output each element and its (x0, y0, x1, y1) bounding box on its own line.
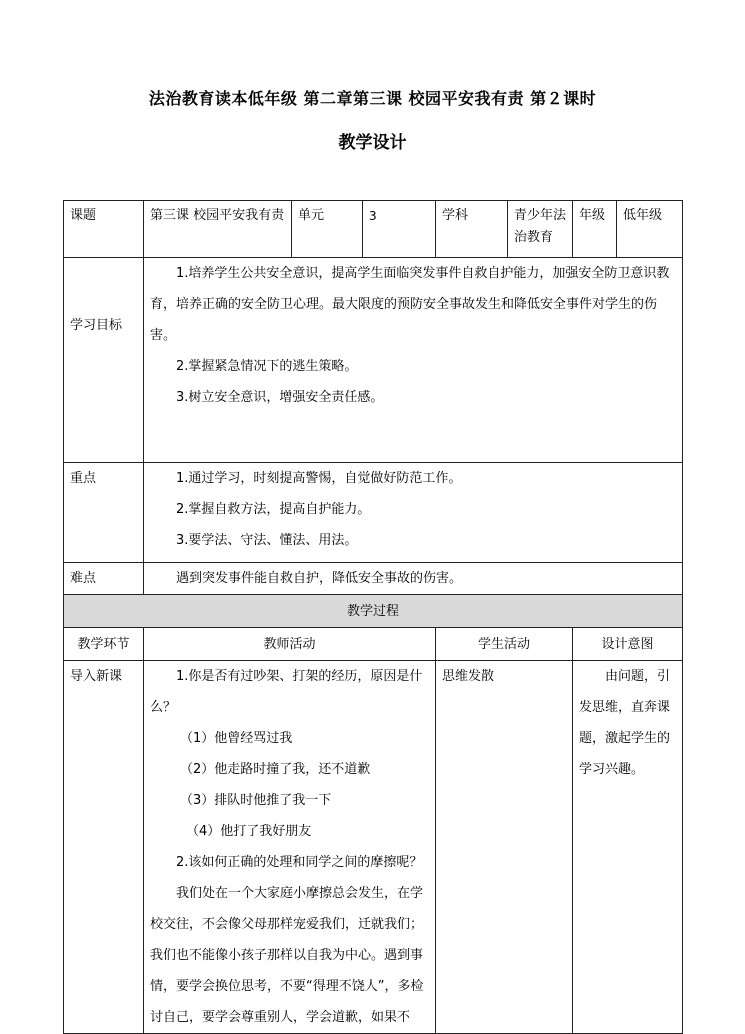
student-activity: 思维发散 (436, 661, 573, 1034)
lesson-label: 课题 (64, 201, 144, 258)
goals-row (64, 258, 683, 463)
goals-content (144, 258, 683, 463)
subject-label: 学科 (436, 201, 508, 258)
document-subtitle: 教学设计 (338, 133, 407, 153)
lesson-plan-table (63, 200, 683, 1034)
difficulty-text: 遇到突发事件能自救自护，降低安全事故的伤害。 (144, 563, 683, 595)
key-points-row (64, 463, 683, 563)
key-point-item: 1.通过学习，时刻提高警惕，自觉做好防范工作。 (176, 471, 462, 486)
teacher-line: （1）他曾经骂过我 (180, 731, 293, 746)
teacher-line: 1.你是否有过吵架、打架的经历，原因是什么？ (150, 669, 423, 715)
goal-item: 3.树立安全意识，增强安全责任感。 (176, 390, 384, 405)
key-point-item: 2.掌握自救方法，提高自护能力。 (176, 502, 371, 517)
teacher-line: （2）他走路时撞了我，还不道歉 (180, 762, 371, 777)
subject-value: 青少年法治教育 (508, 201, 573, 258)
goal-item: 2.掌握紧急情况下的逃生策略。 (176, 359, 358, 374)
unit-label: 单元 (292, 201, 363, 258)
grade-value: 低年级 (617, 201, 683, 258)
process-header-row (64, 595, 683, 628)
teacher-line: 2.该如何正确的处理和同学之间的摩擦呢？ (176, 855, 423, 870)
lesson-value: 第三课 校园平安我有责 (144, 201, 292, 258)
document-title: 法治教育读本低年级 第二章第三课 校园平安我有责 第２课时 (148, 89, 597, 108)
grade-label: 年级 (573, 201, 617, 258)
goal-item: 1.培养学生公共安全意识，提高学生面临突发事件自救自护能力，加强安全防卫意识教育，培养正确的安全防卫心理。最大限度的预防安全事故发生和降低安全事件对学生的伤害。 (150, 266, 670, 343)
teacher-line: 我们处在一个大家庭小摩擦总会发生，在学校交往，不会像父母那样宠爱我们，迁就我们；我们也不能像小孩子那样以自我为中心。遇到事情，要学会换位思考，不要“得理不饶人”，多检讨自己，要学会尊重别人，学会道歉，如果不 (150, 886, 424, 1025)
difficulty-label: 难点 (64, 563, 144, 595)
column-stage: 教学环节 (64, 628, 144, 661)
info-row (64, 201, 683, 258)
column-teacher: 教师活动 (144, 628, 436, 661)
column-student: 学生活动 (436, 628, 573, 661)
goals-label: 学习目标 (64, 258, 144, 463)
teacher-line: （3）排队时他推了我一下 (180, 793, 332, 808)
process-title: 教学过程 (64, 595, 683, 628)
process-columns-row (64, 628, 683, 661)
difficulty-row (64, 563, 683, 595)
design-intent: 由问题，引发思维，直奔课题，激起学生的学习兴趣。 (573, 661, 683, 1034)
key-points-content (144, 463, 683, 563)
teacher-line: （4）他打了我好朋友 (186, 824, 312, 839)
key-point-item: 3.要学法、守法、懂法、用法。 (176, 533, 358, 548)
key-points-label: 重点 (64, 463, 144, 563)
stage-cell: 导入新课 (64, 661, 144, 1034)
unit-value: 3 (363, 201, 436, 258)
column-intent: 设计意图 (573, 628, 683, 661)
process-row (64, 661, 683, 1034)
teacher-activity (144, 661, 436, 1034)
